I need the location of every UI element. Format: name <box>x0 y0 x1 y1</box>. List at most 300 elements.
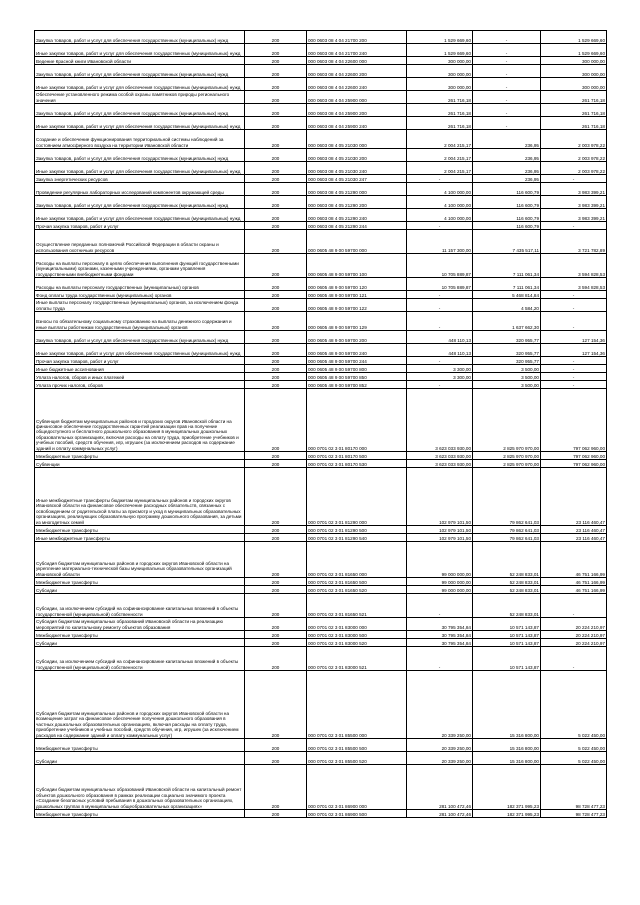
expense-name-cell: Субсидии бюджетам муниципальных образований Ивановской области на капитальный ремонт объектов дошкольного образования в рамках реализации социально значимого проекта «Создание безопасных условий пребывания в дошкольных образовательных организациях, дошкольных группах в муниципальных общеобразовательных организациях» <box>35 765 245 810</box>
approved-amount-cell: 20 339 250,00 <box>407 739 473 752</box>
approved-amount-cell: 3 623 033 930,00 <box>407 452 473 460</box>
remaining-amount-cell: - <box>541 312 607 331</box>
classification-code-cell: 000 0603 08 4 05 21290 000 <box>307 183 407 196</box>
approved-amount-cell: - <box>407 647 473 671</box>
classification-code-cell: 000 0603 08 4 04 22600 240 <box>307 78 407 91</box>
executed-amount-cell: 5 468 814,84 <box>473 291 541 299</box>
approved-amount-cell: 10 705 889,87 <box>407 278 473 291</box>
approved-amount-cell: 20 339 250,00 <box>407 671 473 739</box>
line-code-cell: 200 <box>245 586 307 594</box>
expense-name-cell: Прочая закупка товаров, работ и услуг <box>35 222 245 230</box>
executed-amount-cell: 79 862 641,03 <box>473 468 541 526</box>
expense-name-cell: Межбюджетные трансферты <box>35 526 245 534</box>
remaining-amount-cell: - <box>541 357 607 365</box>
classification-code-cell: 000 0701 02 3 01 83000 521 <box>307 647 407 671</box>
table-row <box>35 526 607 534</box>
line-code-cell: 200 <box>245 739 307 752</box>
table-row <box>35 278 607 291</box>
table-row <box>35 578 607 586</box>
approved-amount-cell: 300 000,00 <box>407 57 473 65</box>
expense-name-cell: Субсидии <box>35 752 245 765</box>
remaining-amount-cell: 20 224 210,97 <box>541 631 607 639</box>
expense-name-cell: Субсидии, за исключением субсидий на софинансирование капитальных вложений в объекты государственной (муниципальной) собственности <box>35 594 245 618</box>
executed-amount-cell: 7 435 517,11 <box>473 230 541 254</box>
expense-name-cell: Субсидия бюджетам муниципальных районов и городских округов Ивановской области на укрепление материально-технической базы муниципальных образовательных организаций Ивановской области <box>35 542 245 578</box>
classification-code-cell: 000 0603 08 4 04 22600 000 <box>307 57 407 65</box>
table-row <box>35 631 607 639</box>
expense-name-cell: Иные закупки товаров, работ и услуг для обеспечения государственных (муниципальных) нужд <box>35 209 245 222</box>
table-row <box>35 810 607 818</box>
budget-execution-table <box>34 30 607 818</box>
expense-name-cell: Закупка товаров, работ и услуг для обеспечения государственных (муниципальных) нужд <box>35 331 245 344</box>
classification-code-cell: 000 0603 08 4 04 25900 000 <box>307 91 407 104</box>
classification-code-cell: 000 0605 48 9 00 59700 244 <box>307 357 407 365</box>
executed-amount-cell: 320 955,77 <box>473 357 541 365</box>
classification-code-cell: 000 0701 02 3 01 81650 520 <box>307 586 407 594</box>
remaining-amount-cell: 5 022 450,00 <box>541 752 607 765</box>
expense-name-cell: Межбюджетные трансферты <box>35 810 245 818</box>
table-row <box>35 534 607 542</box>
remaining-amount-cell: 1 529 669,60 <box>541 44 607 57</box>
classification-code-cell: 000 0605 48 9 00 59700 129 <box>307 312 407 331</box>
executed-amount-cell: 7 111 061,34 <box>473 278 541 291</box>
remaining-amount-cell: 3 594 828,53 <box>541 254 607 278</box>
line-code-cell: 200 <box>245 117 307 130</box>
classification-code-cell: 000 0603 08 4 04 21700 200 <box>307 31 407 44</box>
expense-name-cell: Уплата прочих налогов, сборов <box>35 381 245 389</box>
expense-name-cell: Субсидии <box>35 639 245 647</box>
classification-code-cell: 000 0605 48 9 00 59700 122 <box>307 299 407 312</box>
expense-name-cell: Закупка товаров, работ и услуг для обеспечения государственных (муниципальных) нужд <box>35 65 245 78</box>
expense-name-cell: Субсидии <box>35 586 245 594</box>
table-row <box>35 365 607 373</box>
remaining-amount-cell: 797 062 960,00 <box>541 460 607 468</box>
line-code-cell: 200 <box>245 468 307 526</box>
approved-amount-cell: 102 979 101,50 <box>407 468 473 526</box>
approved-amount-cell: 4 100 000,00 <box>407 196 473 209</box>
remaining-amount-cell: 3 983 399,21 <box>541 209 607 222</box>
approved-amount-cell: 300 000,00 <box>407 65 473 78</box>
expense-name-cell: Ведение Красной книги Ивановской области <box>35 57 245 65</box>
line-code-cell: 200 <box>245 196 307 209</box>
remaining-amount-cell: 23 116 460,47 <box>541 468 607 526</box>
remaining-amount-cell: 46 751 166,99 <box>541 578 607 586</box>
expense-name-cell: Проведение регулярных лабораторных исследований компонентов окружающей среды <box>35 183 245 196</box>
approved-amount-cell: - <box>407 175 473 183</box>
approved-amount-cell: 30 795 354,84 <box>407 639 473 647</box>
executed-amount-cell: 3 500,00 <box>473 381 541 389</box>
line-code-cell: 200 <box>245 373 307 381</box>
line-code-cell: 200 <box>245 44 307 57</box>
remaining-amount-cell: 46 751 166,99 <box>541 586 607 594</box>
executed-amount-cell: 236,95 <box>473 130 541 149</box>
executed-amount-cell: - <box>473 117 541 130</box>
line-code-cell: 200 <box>245 452 307 460</box>
approved-amount-cell: 448 110,13 <box>407 344 473 357</box>
classification-code-cell: 000 0605 48 9 00 59700 121 <box>307 291 407 299</box>
expense-name-cell: Иные выплаты персоналу государственных (муниципальных) органов, за исключением фонда оплаты труда <box>35 299 245 312</box>
classification-code-cell: 000 0701 02 3 01 85500 500 <box>307 739 407 752</box>
classification-code-cell: 000 0701 02 3 01 85500 520 <box>307 752 407 765</box>
classification-code-cell: 000 0603 08 4 05 21030 240 <box>307 162 407 175</box>
approved-amount-cell: 20 339 250,00 <box>407 752 473 765</box>
remaining-amount-cell: 261 716,18 <box>541 104 607 117</box>
executed-amount-cell: 3 500,00 <box>473 365 541 373</box>
approved-amount-cell: 281 100 472,46 <box>407 765 473 810</box>
line-code-cell: 200 <box>245 312 307 331</box>
remaining-amount-cell: - <box>541 222 607 230</box>
executed-amount-cell: 2 825 970 970,00 <box>473 452 541 460</box>
classification-code-cell: 000 0605 48 9 00 59700 800 <box>307 365 407 373</box>
remaining-amount-cell: 46 751 166,99 <box>541 542 607 578</box>
line-code-cell: 200 <box>245 542 307 578</box>
approved-amount-cell: 3 300,00 <box>407 373 473 381</box>
expense-name-cell: Обеспечение установленного режима особой охраны памятников природы регионального значения <box>35 91 245 104</box>
classification-code-cell: 000 0603 08 4 04 25900 200 <box>307 104 407 117</box>
classification-code-cell: 000 0605 48 9 00 59700 200 <box>307 331 407 344</box>
remaining-amount-cell: 300 000,00 <box>541 65 607 78</box>
line-code-cell: 200 <box>245 278 307 291</box>
classification-code-cell: 000 0605 48 9 00 59700 100 <box>307 254 407 278</box>
table-row <box>35 452 607 460</box>
classification-code-cell: 000 0603 08 4 05 21030 000 <box>307 130 407 149</box>
expense-name-cell: Уплата налогов, сборов и иных платежей <box>35 373 245 381</box>
remaining-amount-cell: 5 022 450,00 <box>541 671 607 739</box>
table-row <box>35 230 607 254</box>
executed-amount-cell: 2 825 970 970,00 <box>473 389 541 452</box>
table-row <box>35 647 607 671</box>
remaining-amount-cell: 20 224 210,97 <box>541 618 607 631</box>
expense-name-cell: Закупка товаров, работ и услуг для обеспечения государственных (муниципальных) нужд <box>35 31 245 44</box>
executed-amount-cell: 4 584,20 <box>473 299 541 312</box>
expense-name-cell: Фонд оплаты труда государственных (муниципальных) органов <box>35 291 245 299</box>
executed-amount-cell: 52 248 833,01 <box>473 578 541 586</box>
classification-code-cell: 000 0701 02 3 01 83000 500 <box>307 631 407 639</box>
classification-code-cell: 000 0603 08 4 05 21290 244 <box>307 222 407 230</box>
line-code-cell: 200 <box>245 460 307 468</box>
remaining-amount-cell: - <box>541 373 607 381</box>
approved-amount-cell: 3 300,00 <box>407 365 473 373</box>
expense-name-cell: Субвенции <box>35 460 245 468</box>
line-code-cell: 200 <box>245 365 307 373</box>
executed-amount-cell: - <box>473 78 541 91</box>
table-row <box>35 65 607 78</box>
remaining-amount-cell: 261 716,18 <box>541 91 607 104</box>
line-code-cell: 200 <box>245 162 307 175</box>
line-code-cell: 200 <box>245 65 307 78</box>
table-row <box>35 671 607 739</box>
classification-code-cell: 000 0605 48 9 00 59700 850 <box>307 373 407 381</box>
classification-code-cell: 000 0701 02 3 01 85500 000 <box>307 671 407 739</box>
table-row <box>35 183 607 196</box>
executed-amount-cell: 116 600,79 <box>473 222 541 230</box>
expense-name-cell: Создание и обеспечение функционирования территориальной системы наблюдений за состоянием атмосферного воздуха на территории Ивановской области <box>35 130 245 149</box>
line-code-cell: 200 <box>245 57 307 65</box>
executed-amount-cell: 10 571 143,87 <box>473 631 541 639</box>
line-code-cell: 200 <box>245 91 307 104</box>
line-code-cell: 200 <box>245 175 307 183</box>
table-row <box>35 162 607 175</box>
line-code-cell: 200 <box>245 149 307 162</box>
line-code-cell: 200 <box>245 31 307 44</box>
executed-amount-cell: 3 500,00 <box>473 373 541 381</box>
classification-code-cell: 000 0701 02 3 01 83000 520 <box>307 639 407 647</box>
executed-amount-cell: 15 316 800,00 <box>473 671 541 739</box>
expense-name-cell: Иные бюджетные ассигнования <box>35 365 245 373</box>
expense-name-cell: Иные закупки товаров, работ и услуг для обеспечения государственных (муниципальных) нужд <box>35 78 245 91</box>
approved-amount-cell: 102 979 101,50 <box>407 526 473 534</box>
executed-amount-cell: 15 316 800,00 <box>473 739 541 752</box>
approved-amount-cell: - <box>407 299 473 312</box>
remaining-amount-cell: 261 716,18 <box>541 117 607 130</box>
remaining-amount-cell: 98 728 477,23 <box>541 765 607 810</box>
expense-name-cell: Субсидия бюджетам муниципальных образований Ивановской области на реализацию мероприятий по капитальному ремонту объектов образования <box>35 618 245 631</box>
line-code-cell: 200 <box>245 389 307 452</box>
expense-name-cell: Межбюджетные трансферты <box>35 631 245 639</box>
classification-code-cell: 000 0605 48 9 00 59700 852 <box>307 381 407 389</box>
line-code-cell: 200 <box>245 534 307 542</box>
table-row <box>35 381 607 389</box>
executed-amount-cell: 15 316 800,00 <box>473 752 541 765</box>
expense-name-cell: Осуществление переданных полномочий Российской Федерации в области охраны и использования охотничьих ресурсов <box>35 230 245 254</box>
line-code-cell: 200 <box>245 230 307 254</box>
expense-name-cell: Иные закупки товаров, работ и услуг для обеспечения государственных (муниципальных) нужд <box>35 344 245 357</box>
table-row <box>35 752 607 765</box>
expense-name-cell: Иные межбюджетные трансферты <box>35 534 245 542</box>
approved-amount-cell: - <box>407 594 473 618</box>
approved-amount-cell: 4 100 000,00 <box>407 209 473 222</box>
classification-code-cell: 000 0701 02 3 01 81650 000 <box>307 542 407 578</box>
approved-amount-cell: 99 000 000,00 <box>407 578 473 586</box>
expense-name-cell: Субсидия бюджетам муниципальных районов и городских округов Ивановской области на возмещение затрат на финансовое обеспечение получения дошкольного образования в частных дошкольных образовательных организациях, включая расходы на оплату труда, приобретение учебников и учебных пособий, средств обучения, игр, игрушек (за исключением расходов на содержание зданий и оплату коммунальных услуг) <box>35 671 245 739</box>
classification-code-cell: 000 0701 02 3 01 81650 500 <box>307 578 407 586</box>
approved-amount-cell: - <box>407 222 473 230</box>
approved-amount-cell: - <box>407 312 473 331</box>
line-code-cell: 200 <box>245 631 307 639</box>
executed-amount-cell: 116 600,79 <box>473 209 541 222</box>
remaining-amount-cell: 797 062 960,00 <box>541 452 607 460</box>
remaining-amount-cell: 98 728 477,23 <box>541 810 607 818</box>
expense-name-cell: Субвенция бюджетам муниципальных районов и городских округов Ивановской области на финансовое обеспечение государственных гарантий реализации прав на получение общедоступного и бесплатного дошкольного образования в муниципальных дошкольных образовательных организациях, включая расходы на оплату труда, приобретение учебников и учебных пособий, средств обучения, игр, игрушек (за исключением расходов на содержание зданий и оплату коммунальных услуг) <box>35 389 245 452</box>
classification-code-cell: 000 0701 02 3 01 80170 500 <box>307 452 407 460</box>
classification-code-cell: 000 0603 08 4 05 21290 240 <box>307 209 407 222</box>
expense-name-cell: Субсидии, за исключением субсидий на софинансирование капитальных вложений в объекты государственной (муниципальной) собственности <box>35 647 245 671</box>
remaining-amount-cell: 300 000,00 <box>541 78 607 91</box>
table-row <box>35 299 607 312</box>
line-code-cell: 200 <box>245 78 307 91</box>
executed-amount-cell: 1 637 662,30 <box>473 312 541 331</box>
line-code-cell: 200 <box>245 299 307 312</box>
table-row <box>35 594 607 618</box>
classification-code-cell: 000 0603 08 4 05 21030 200 <box>307 149 407 162</box>
executed-amount-cell: - <box>473 104 541 117</box>
table-row <box>35 618 607 631</box>
approved-amount-cell: 102 979 101,50 <box>407 534 473 542</box>
line-code-cell: 200 <box>245 183 307 196</box>
remaining-amount-cell: - <box>541 175 607 183</box>
table-row <box>35 586 607 594</box>
classification-code-cell: 000 0701 02 3 01 81650 521 <box>307 594 407 618</box>
line-code-cell: 200 <box>245 381 307 389</box>
table-row <box>35 31 607 44</box>
remaining-amount-cell: 20 224 210,97 <box>541 639 607 647</box>
classification-code-cell: 000 0701 02 3 01 81290 540 <box>307 534 407 542</box>
approved-amount-cell: 1 529 669,60 <box>407 44 473 57</box>
approved-amount-cell: 3 623 033 930,00 <box>407 460 473 468</box>
approved-amount-cell: 261 716,18 <box>407 91 473 104</box>
remaining-amount-cell: 127 154,36 <box>541 331 607 344</box>
executed-amount-cell: - <box>473 65 541 78</box>
approved-amount-cell: 30 795 354,84 <box>407 631 473 639</box>
executed-amount-cell: - <box>473 31 541 44</box>
classification-code-cell: 000 0605 48 9 00 59700 000 <box>307 230 407 254</box>
expense-name-cell: Закупка товаров, работ и услуг для обеспечения государственных (муниципальных) нужд <box>35 196 245 209</box>
classification-code-cell: 000 0603 08 4 04 22600 200 <box>307 65 407 78</box>
remaining-amount-cell: 3 721 782,89 <box>541 230 607 254</box>
line-code-cell: 200 <box>245 752 307 765</box>
table-row <box>35 312 607 331</box>
expense-name-cell: Прочая закупка товаров, работ и услуг <box>35 357 245 365</box>
line-code-cell: 200 <box>245 578 307 586</box>
remaining-amount-cell: 797 062 960,00 <box>541 389 607 452</box>
table-row <box>35 357 607 365</box>
executed-amount-cell: 2 825 970 970,00 <box>473 460 541 468</box>
remaining-amount-cell: - <box>541 647 607 671</box>
table-row <box>35 468 607 526</box>
table-row <box>35 331 607 344</box>
approved-amount-cell: 4 100 000,00 <box>407 183 473 196</box>
executed-amount-cell: 52 248 833,01 <box>473 586 541 594</box>
executed-amount-cell: 236,95 <box>473 162 541 175</box>
executed-amount-cell: 10 571 143,87 <box>473 639 541 647</box>
classification-code-cell: 000 0603 08 4 04 21700 240 <box>307 44 407 57</box>
budget-report-sheet <box>34 30 606 818</box>
approved-amount-cell: 281 100 472,46 <box>407 810 473 818</box>
executed-amount-cell: - <box>473 44 541 57</box>
line-code-cell: 200 <box>245 344 307 357</box>
executed-amount-cell: - <box>473 91 541 104</box>
line-code-cell: 200 <box>245 594 307 618</box>
remaining-amount-cell: - <box>541 291 607 299</box>
line-code-cell: 200 <box>245 618 307 631</box>
remaining-amount-cell: 3 594 828,53 <box>541 278 607 291</box>
table-body <box>35 31 607 818</box>
remaining-amount-cell: 23 116 460,47 <box>541 526 607 534</box>
executed-amount-cell: 79 862 641,03 <box>473 526 541 534</box>
remaining-amount-cell: 127 154,36 <box>541 344 607 357</box>
table-row <box>35 209 607 222</box>
line-code-cell: 200 <box>245 765 307 810</box>
executed-amount-cell: 10 571 143,87 <box>473 618 541 631</box>
remaining-amount-cell: - <box>541 594 607 618</box>
expense-name-cell: Иные закупки товаров, работ и услуг для обеспечения государственных (муниципальных) нужд <box>35 44 245 57</box>
classification-code-cell: 000 0701 02 3 01 83000 000 <box>307 618 407 631</box>
classification-code-cell: 000 0701 02 3 01 86900 500 <box>307 810 407 818</box>
executed-amount-cell: 320 955,77 <box>473 331 541 344</box>
classification-code-cell: 000 0701 02 3 01 80170 530 <box>307 460 407 468</box>
remaining-amount-cell: 5 022 450,00 <box>541 739 607 752</box>
line-code-cell: 200 <box>245 526 307 534</box>
table-row <box>35 104 607 117</box>
approved-amount-cell: 10 705 889,87 <box>407 254 473 278</box>
executed-amount-cell: 320 955,77 <box>473 344 541 357</box>
approved-amount-cell: 1 529 669,60 <box>407 31 473 44</box>
classification-code-cell: 000 0603 08 4 05 21030 247 <box>307 175 407 183</box>
table-row <box>35 149 607 162</box>
executed-amount-cell: 182 371 995,23 <box>473 765 541 810</box>
approved-amount-cell: 261 716,18 <box>407 104 473 117</box>
expense-name-cell: Межбюджетные трансферты <box>35 578 245 586</box>
approved-amount-cell: 300 000,00 <box>407 78 473 91</box>
approved-amount-cell: 99 000 000,00 <box>407 586 473 594</box>
approved-amount-cell: 448 110,13 <box>407 331 473 344</box>
expense-name-cell: Закупка энергетических ресурсов <box>35 175 245 183</box>
classification-code-cell: 000 0603 08 4 05 21290 200 <box>307 196 407 209</box>
executed-amount-cell: 116 600,79 <box>473 196 541 209</box>
executed-amount-cell: 236,95 <box>473 175 541 183</box>
table-row <box>35 91 607 104</box>
table-row <box>35 765 607 810</box>
line-code-cell: 200 <box>245 810 307 818</box>
executed-amount-cell: 7 111 061,34 <box>473 254 541 278</box>
classification-code-cell: 000 0605 48 9 00 59700 120 <box>307 278 407 291</box>
remaining-amount-cell: - <box>541 381 607 389</box>
table-row <box>35 291 607 299</box>
remaining-amount-cell: 1 529 669,60 <box>541 31 607 44</box>
executed-amount-cell: - <box>473 57 541 65</box>
table-row <box>35 254 607 278</box>
table-row <box>35 117 607 130</box>
expense-name-cell: Закупка товаров, работ и услуг для обеспечения государственных (муниципальных) нужд <box>35 149 245 162</box>
line-code-cell: 200 <box>245 222 307 230</box>
table-row <box>35 389 607 452</box>
classification-code-cell: 000 0701 02 3 01 81290 000 <box>307 468 407 526</box>
line-code-cell: 200 <box>245 331 307 344</box>
table-row <box>35 44 607 57</box>
approved-amount-cell: 3 623 033 930,00 <box>407 389 473 452</box>
table-row <box>35 222 607 230</box>
table-row <box>35 344 607 357</box>
expense-name-cell: Иные закупки товаров, работ и услуг для обеспечения государственных (муниципальных) нужд <box>35 117 245 130</box>
remaining-amount-cell: 23 116 460,47 <box>541 534 607 542</box>
expense-name-cell: Закупка товаров, работ и услуг для обеспечения государственных (муниципальных) нужд <box>35 104 245 117</box>
line-code-cell: 200 <box>245 291 307 299</box>
classification-code-cell: 000 0701 02 3 01 86900 000 <box>307 765 407 810</box>
executed-amount-cell: 79 862 641,03 <box>473 534 541 542</box>
expense-name-cell: Иные закупки товаров, работ и услуг для обеспечения государственных (муниципальных) нужд <box>35 162 245 175</box>
executed-amount-cell: 236,95 <box>473 149 541 162</box>
approved-amount-cell: 30 795 354,84 <box>407 618 473 631</box>
table-row <box>35 78 607 91</box>
classification-code-cell: 000 0701 02 3 01 81290 500 <box>307 526 407 534</box>
expense-name-cell: Иные межбюджетные трансферты бюджетам муниципальных районов и городских округов Ивановской области на финансовое обеспечение расходных обязательств, связанных с освобождением от родительской платы за присмотр и уход в муниципальных образовательных организациях, реализующих образовательную программу дошкольного образования, за детьми из многодетных семей <box>35 468 245 526</box>
executed-amount-cell: 116 600,79 <box>473 183 541 196</box>
table-row <box>35 175 607 183</box>
table-row <box>35 196 607 209</box>
table-row <box>35 639 607 647</box>
expense-name-cell: Расходы на выплаты персоналу государственных (муниципальных) органов <box>35 278 245 291</box>
remaining-amount-cell: - <box>541 365 607 373</box>
approved-amount-cell: 2 004 215,17 <box>407 130 473 149</box>
expense-name-cell: Расходы на выплаты персоналу в целях обеспечения выполнения функций государственными (муниципальными) органами, казенными учреждениями, органами управления государственными внебюджетными фондами <box>35 254 245 278</box>
approved-amount-cell: - <box>407 381 473 389</box>
table-row <box>35 57 607 65</box>
remaining-amount-cell: 3 983 399,21 <box>541 183 607 196</box>
table-row <box>35 739 607 752</box>
remaining-amount-cell: 2 003 978,22 <box>541 149 607 162</box>
remaining-amount-cell: 2 003 978,22 <box>541 162 607 175</box>
line-code-cell: 200 <box>245 671 307 739</box>
